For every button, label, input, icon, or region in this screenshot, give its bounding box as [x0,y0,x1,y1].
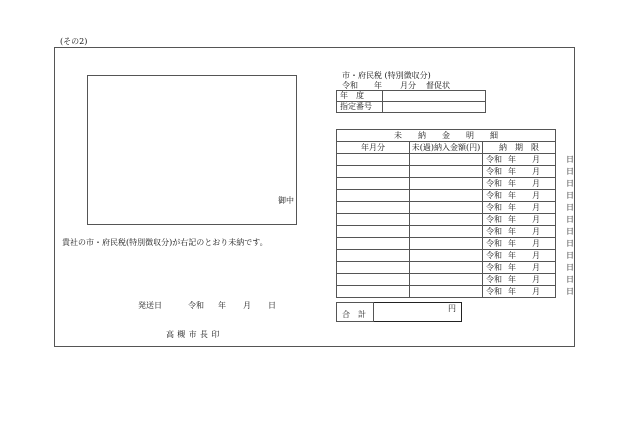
detail-row [337,274,556,286]
row-due-date-cell [483,190,574,202]
header-amount: 未(過)納入金額(円) [410,142,483,154]
total-amount-cell [374,303,462,322]
detail-row [337,190,556,202]
due-date-year: 年 [508,203,516,212]
due-date-year: 年 [508,167,516,176]
notice-era: 令和 [342,81,358,90]
detail-row [337,202,556,214]
row-period-cell [337,214,410,226]
row-period-cell [337,250,410,262]
due-date-day: 日 [566,275,574,284]
row-due-date-cell [483,250,574,262]
due-date-month: 月 [532,191,540,200]
due-date-month: 月 [532,239,540,248]
due-date-month: 月 [532,215,540,224]
onchu-label: 御中 [278,196,294,205]
due-date-era: 令和 [486,203,502,212]
arrears-statement: 貴社の市・府民税(特別徴収分)が右記のとおり未納です。 [62,238,268,247]
due-date-month: 月 [532,167,540,176]
sheet-label: (その2) [60,37,88,46]
header-period: 年月分 [337,142,410,154]
send-date-year: 年 [218,301,226,310]
header-due-date: 納 期 限 [483,142,556,154]
detail-row [337,178,556,190]
arrears-detail-table [336,129,574,298]
row-due-date-cell [483,262,574,274]
total-label: 合 計 [342,310,366,319]
address-box [87,75,297,225]
due-date-month: 月 [532,203,540,212]
due-date-era: 令和 [486,227,502,236]
row-due-date-cell [483,178,574,190]
row-amount-cell [410,274,483,286]
due-date-year: 年 [508,227,516,236]
notice-year: 年 [374,81,382,90]
mayor-seal: 高槻市長印 [166,330,223,339]
row-due-date-cell [483,286,574,298]
row-due-date-cell [483,166,574,178]
due-date-day: 日 [566,191,574,200]
detail-rows [337,154,574,298]
row-due-date-cell [483,238,574,250]
row-amount-cell [410,166,483,178]
due-date-day: 日 [566,155,574,164]
due-date-era: 令和 [486,179,502,188]
detail-row [337,250,556,262]
row-period-cell [337,202,410,214]
due-date-year: 年 [508,275,516,284]
row-due-date-cell [483,202,574,214]
row-period-cell [337,238,410,250]
row-period-cell [337,286,410,298]
row-amount-cell [410,262,483,274]
due-date-year: 年 [508,215,516,224]
due-date-year: 年 [508,287,516,296]
due-date-day: 日 [566,239,574,248]
row-period-cell [337,178,410,190]
row-period-cell [337,262,410,274]
due-date-era: 令和 [486,167,502,176]
due-date-era: 令和 [486,191,502,200]
send-date-era: 令和 [188,301,204,310]
due-date-era: 令和 [486,215,502,224]
row-due-date-cell [483,154,574,166]
detail-row [337,214,556,226]
due-date-month: 月 [532,251,540,260]
row-amount-cell [410,190,483,202]
row-amount-cell [410,238,483,250]
due-date-month: 月 [532,227,540,236]
fiscal-year-label: 年 度 [337,91,383,102]
row-period-cell [337,166,410,178]
due-date-year: 年 [508,155,516,164]
row-period-cell [337,190,410,202]
due-date-era: 令和 [486,287,502,296]
detail-row [337,238,556,250]
due-date-day: 日 [566,263,574,272]
due-date-era: 令和 [486,275,502,284]
send-date-day: 日 [268,301,276,310]
due-date-month: 月 [532,275,540,284]
row-amount-cell [410,214,483,226]
row-due-date-cell [483,214,574,226]
due-date-month: 月 [532,179,540,188]
fiscal-year-value [383,91,486,102]
total-label-cell [337,303,374,322]
info-table [336,90,486,113]
due-date-year: 年 [508,251,516,260]
yen-unit: 円 [448,304,456,313]
detail-row [337,154,556,166]
designation-number-label: 指定番号 [337,102,383,113]
due-date-era: 令和 [486,239,502,248]
row-amount-cell [410,154,483,166]
due-date-year: 年 [508,191,516,200]
due-date-era: 令和 [486,251,502,260]
row-period-cell [337,226,410,238]
due-date-era: 令和 [486,155,502,164]
due-date-day: 日 [566,203,574,212]
detail-title: 未 納 金 明 細 [337,130,556,142]
send-date-label: 発送日 [138,301,162,310]
due-date-month: 月 [532,155,540,164]
row-period-cell [337,274,410,286]
due-date-day: 日 [566,287,574,296]
row-amount-cell [410,226,483,238]
due-date-day: 日 [566,167,574,176]
send-date-month: 月 [243,301,251,310]
row-amount-cell [410,250,483,262]
due-date-day: 日 [566,251,574,260]
due-date-year: 年 [508,179,516,188]
notice-month: 月分 [400,81,416,90]
row-due-date-cell [483,226,574,238]
due-date-era: 令和 [486,263,502,272]
due-date-day: 日 [566,227,574,236]
due-date-month: 月 [532,287,540,296]
due-date-year: 年 [508,263,516,272]
row-amount-cell [410,178,483,190]
detail-row [337,262,556,274]
due-date-year: 年 [508,239,516,248]
due-date-month: 月 [532,263,540,272]
total-table [336,302,462,322]
tax-title: 市・府民税 (特別徴収分) [342,71,431,80]
row-amount-cell [410,202,483,214]
detail-row [337,226,556,238]
row-amount-cell [410,286,483,298]
due-date-day: 日 [566,179,574,188]
row-due-date-cell [483,274,574,286]
designation-number-value [383,102,486,113]
detail-row [337,166,556,178]
due-date-day: 日 [566,215,574,224]
notice-doc-type: 督促状 [426,81,450,90]
detail-row [337,286,556,298]
row-period-cell [337,154,410,166]
